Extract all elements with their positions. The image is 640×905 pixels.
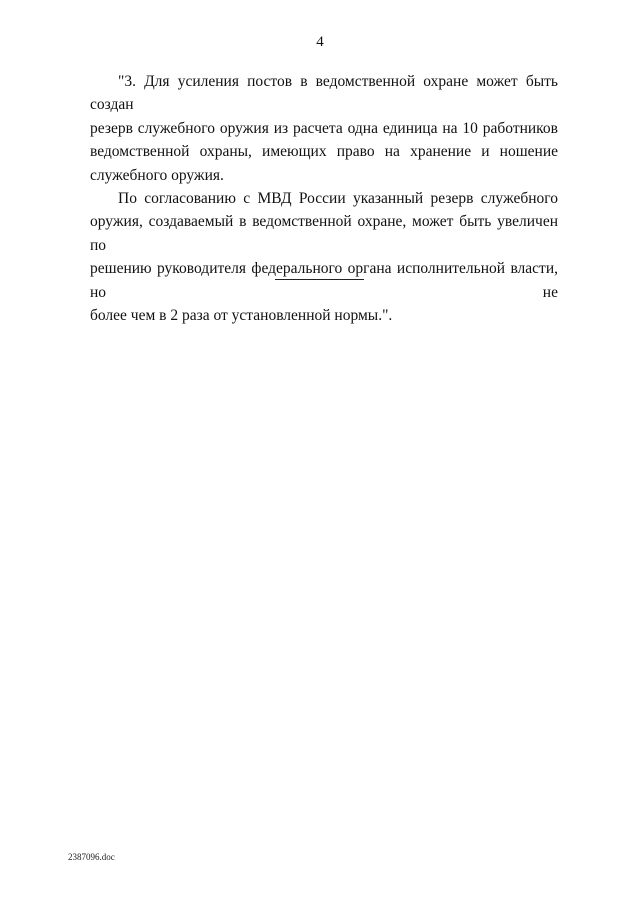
paragraph-line: решению руководителя федерального органа исполнительной власти, но не: [90, 260, 558, 301]
paragraph-line: более чем в 2 раза от установленной нормы.".: [90, 307, 393, 325]
paragraph-line: По согласованию с МВД России указанный резерв служебного: [118, 190, 558, 208]
page-number: 4: [316, 34, 324, 50]
paragraph-line: оружия, создаваемый в ведомственной охране, может быть увеличен по: [90, 213, 558, 254]
paragraph-line: "3. Для усиления постов в ведомственной охране может быть создан: [90, 73, 558, 114]
paragraph-reserve-weapons: [90, 70, 558, 187]
end-separator-line: [275, 279, 364, 280]
paragraph-line: ведомственной охраны, имеющих право на хранение и ношение: [90, 143, 558, 161]
paragraph-mvd-agreement: [90, 187, 558, 327]
document-file-id: 2387096.doc: [68, 852, 115, 862]
document-body: [90, 70, 558, 327]
paragraph-line: служебного оружия.: [90, 166, 224, 184]
paragraph-line: резерв служебного оружия из расчета одна единица на 10 работников: [90, 119, 558, 137]
